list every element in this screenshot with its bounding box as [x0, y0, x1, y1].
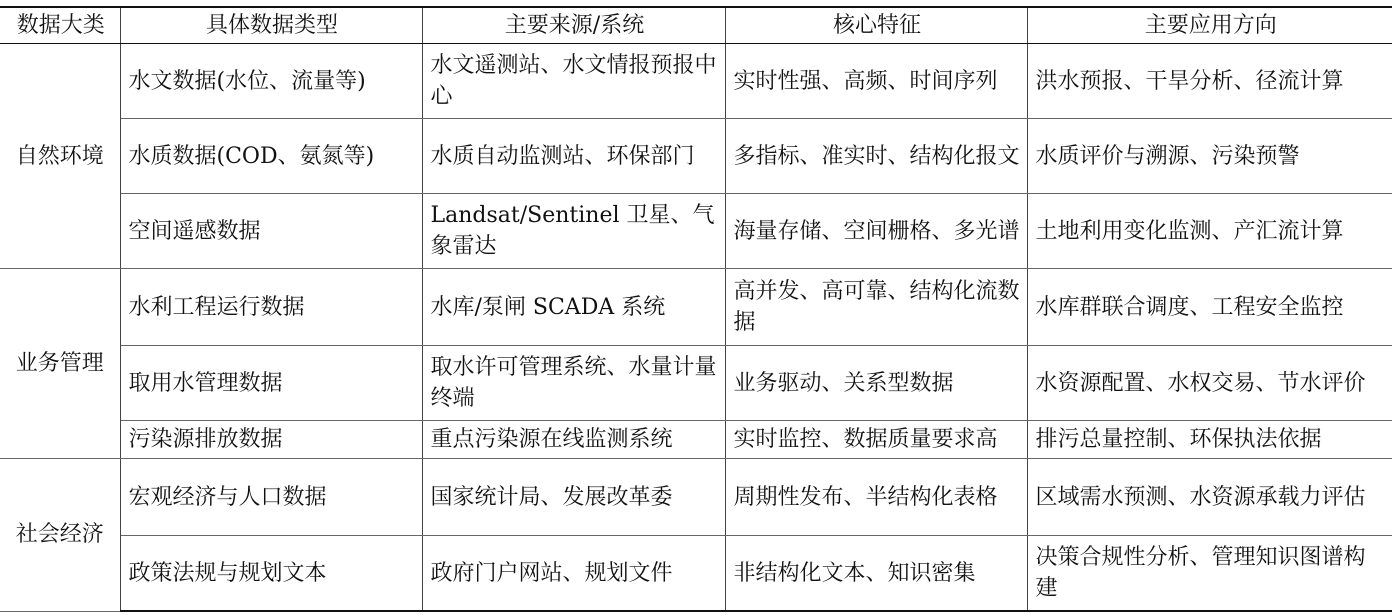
data-type-cell: 空间遥感数据: [120, 194, 422, 269]
header-data-type: 具体数据类型: [120, 7, 422, 44]
features-cell: 周期性发布、半结构化表格: [725, 459, 1027, 536]
features-cell: 高并发、高可靠、结构化流数据: [725, 269, 1027, 346]
features-cell: 实时性强、高频、时间序列: [725, 44, 1027, 119]
table-row: [0, 119, 1392, 194]
table-row: [0, 346, 1392, 421]
data-type-cell: 宏观经济与人口数据: [120, 459, 422, 536]
table-row: [0, 421, 1392, 459]
source-cell: 政府门户网站、规划文件: [422, 536, 725, 612]
header-features: 核心特征: [725, 7, 1027, 44]
source-cell: 水文遥测站、水文情报预报中心: [422, 44, 725, 119]
features-cell: 多指标、准实时、结构化报文: [725, 119, 1027, 194]
source-cell: 国家统计局、发展改革委: [422, 459, 725, 536]
source-cell: 取水许可管理系统、水量计量终端: [422, 346, 725, 421]
header-category: 数据大类: [0, 7, 120, 44]
applications-cell: 土地利用变化监测、产汇流计算: [1027, 194, 1392, 269]
data-type-cell: 污染源排放数据: [120, 421, 422, 459]
category-cell: 业务管理: [0, 269, 120, 459]
source-cell: Landsat/Sentinel 卫星、气象雷达: [422, 194, 725, 269]
applications-cell: 区域需水预测、水资源承载力评估: [1027, 459, 1392, 536]
data-type-cell: 取用水管理数据: [120, 346, 422, 421]
source-cell: 水质自动监测站、环保部门: [422, 119, 725, 194]
table-row: [0, 459, 1392, 536]
data-type-cell: 政策法规与规划文本: [120, 536, 422, 612]
data-type-cell: 水利工程运行数据: [120, 269, 422, 346]
table-row: [0, 536, 1392, 612]
data-classification-table: [0, 6, 1392, 612]
features-cell: 实时监控、数据质量要求高: [725, 421, 1027, 459]
source-cell: 水库/泵闸 SCADA 系统: [422, 269, 725, 346]
applications-cell: 水资源配置、水权交易、节水评价: [1027, 346, 1392, 421]
table-row: [0, 269, 1392, 346]
features-cell: 业务驱动、关系型数据: [725, 346, 1027, 421]
data-type-cell: 水文数据(水位、流量等): [120, 44, 422, 119]
applications-cell: 水质评价与溯源、污染预警: [1027, 119, 1392, 194]
table-header-row: [0, 7, 1392, 44]
category-cell: 社会经济: [0, 459, 120, 612]
applications-cell: 洪水预报、干旱分析、径流计算: [1027, 44, 1392, 119]
applications-cell: 排污总量控制、环保执法依据: [1027, 421, 1392, 459]
source-cell: 重点污染源在线监测系统: [422, 421, 725, 459]
table-row: [0, 194, 1392, 269]
applications-cell: 决策合规性分析、管理知识图谱构建: [1027, 536, 1392, 612]
applications-cell: 水库群联合调度、工程安全监控: [1027, 269, 1392, 346]
table-row: [0, 44, 1392, 119]
data-type-cell: 水质数据(COD、氨氮等): [120, 119, 422, 194]
features-cell: 非结构化文本、知识密集: [725, 536, 1027, 612]
header-applications: 主要应用方向: [1027, 7, 1392, 44]
category-cell: 自然环境: [0, 44, 120, 269]
header-source: 主要来源/系统: [422, 7, 725, 44]
features-cell: 海量存储、空间栅格、多光谱: [725, 194, 1027, 269]
